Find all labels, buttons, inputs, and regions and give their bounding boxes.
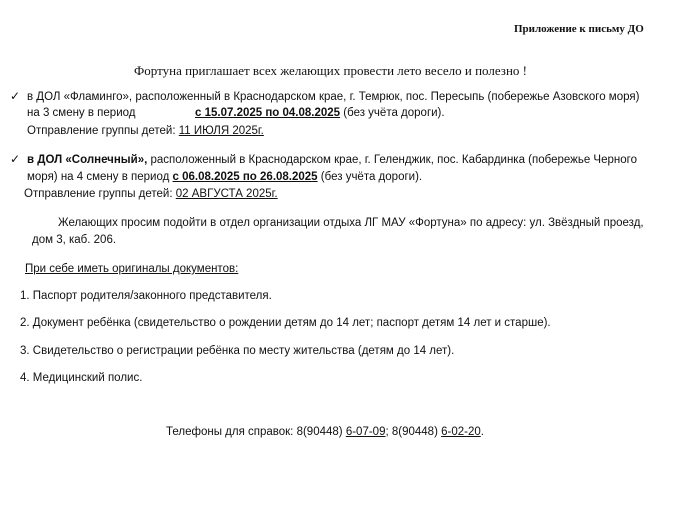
- phones-end: .: [480, 426, 484, 438]
- phones-separator: ; 8(90448): [385, 426, 438, 438]
- camp-flamingo-location: в ДОЛ «Фламинго», расположенный в Краснодарском крае, г. Темрюк, пос. Пересыпь (побережье Азовского моря): [27, 91, 640, 103]
- camp-flamingo-departure: [27, 124, 264, 139]
- camp-solnechny-period: [27, 170, 422, 185]
- departure-date: 11 ИЮЛЯ 2025г.: [178, 125, 264, 137]
- departure-label: Отправление группы детей:: [27, 125, 176, 137]
- camp-solnechny-dates-note: (без учёта дороги).: [320, 171, 423, 183]
- camp-solnechny-name: в ДОЛ «Солнечный»,: [27, 154, 148, 166]
- documents-heading: При себе иметь оригиналы документов:: [25, 263, 239, 275]
- phone-number-1: 6-07-09: [345, 426, 386, 438]
- camp-solnechny-period-label: моря) на 4 смену в период: [27, 171, 170, 183]
- checkmark-icon: ✓: [10, 152, 21, 166]
- document-item: 2. Документ ребёнка (свидетельство о рождении детям до 14 лет; паспорт детям 14 лет и старше).: [20, 317, 551, 329]
- intro-text: Фортуна приглашает всех желающих провести лето весело и полезно !: [134, 63, 527, 78]
- camp-flamingo-dates: с 15.07.2025 по 04.08.2025: [195, 107, 341, 119]
- document-item: 1. Паспорт родителя/законного представителя.: [20, 290, 272, 302]
- departure-label: Отправление группы детей:: [24, 188, 173, 200]
- phones-line: [166, 425, 484, 440]
- departure-date: 02 АВГУСТА 2025г.: [175, 188, 278, 200]
- camp-flamingo-dates-note: (без учёта дороги).: [343, 107, 445, 119]
- appendix-note: Приложение к письму ДО: [514, 23, 644, 35]
- document-item: 3. Свидетельство о регистрации ребёнка по месту жительства (детям до 14 лет).: [20, 345, 455, 357]
- camp-solnechny-dates: с 06.08.2025 по 26.08.2025: [172, 171, 318, 183]
- camp-solnechny-departure: [24, 187, 278, 202]
- camp-flamingo-period-label: на 3 смену в период: [27, 107, 136, 119]
- address-line-1: Желающих просим подойти в отдел организации отдыха ЛГ МАУ «Фортуна» по адресу: ул. Звёздный проезд,: [58, 217, 644, 229]
- camp-solnechny-location-text: расположенный в Краснодарском крае, г. Геленджик, пос. Кабардинка (побережье Черного: [150, 154, 637, 166]
- camp-flamingo-period: [195, 106, 445, 121]
- phones-label: Телефоны для справок: 8(90448): [166, 426, 343, 438]
- document-item: 4. Медицинский полис.: [20, 372, 143, 384]
- checkmark-icon: ✓: [10, 89, 21, 103]
- phone-number-2: 6-02-20: [441, 426, 481, 438]
- address-line-2: дом 3, каб. 206.: [32, 234, 117, 246]
- camp-solnechny-location: [27, 153, 637, 168]
